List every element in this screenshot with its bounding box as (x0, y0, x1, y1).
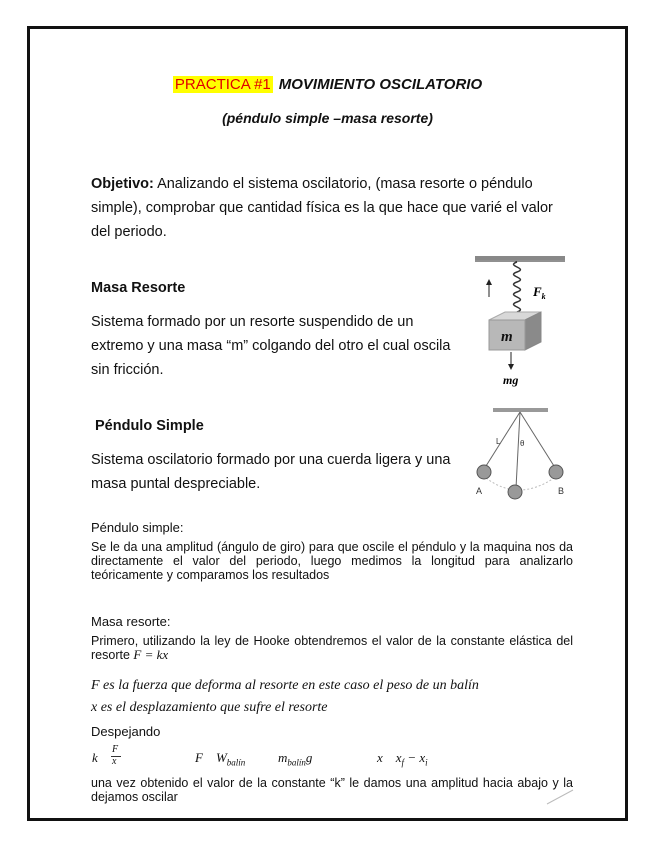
pendulum-figure (468, 402, 573, 502)
title-text: MOVIMIENTO OSCILATORIO (278, 76, 483, 93)
force-definition: F es la fuerza que deforma al resorte en este caso el peso de un balín (91, 678, 479, 693)
page-subtitle: (péndulo simple –masa resorte) (222, 110, 433, 126)
page-title (0, 76, 655, 93)
formula-k-num: F (112, 744, 119, 755)
procedure-masa-line1 (91, 634, 573, 662)
weight-label: mg (503, 373, 519, 387)
displacement-definition: x es el desplazamiento que sufre el resorte (91, 700, 328, 715)
formulas-row (92, 746, 562, 772)
pendulo-simple-description: Sistema oscilatorio formado por una cuerda ligera y una masa puntal despreciable. (91, 452, 451, 492)
formula-k: k (92, 750, 98, 765)
objective-text: Analizando el sistema oscilatorio, (masa resorte o péndulo simple), comprobar que cantidad física es la que hace que varié el valor del periodo. (91, 176, 553, 240)
closing-paragraph: una vez obtenido el valor de la constante “k” le damos una amplitud hacia abajo y la dejamos oscilar (91, 776, 573, 804)
masa-resorte-description: Sistema formado por un resorte suspendido de un extremo y una masa “m” colgando del otro el cual oscila sin fricción. (91, 314, 451, 378)
hooke-formula: F = kx (133, 647, 169, 662)
objective-paragraph (91, 172, 561, 244)
bob-a (477, 465, 491, 479)
pendulum-support (493, 408, 548, 412)
procedure-pendulo-text: Se le da una amplitud (ángulo de giro) para que oscile el péndulo y la maquina nos da directamente el valor del periodo, luego medimos la longitud para analizarlo teóricamente y comparamos los resultados (91, 540, 573, 582)
spring-mass-figure (465, 252, 575, 392)
decorative-line (545, 786, 575, 806)
practice-label: PRACTICA #1 (174, 76, 271, 93)
formula-f: F $W_{balín}$ (195, 750, 246, 768)
masa-resorte-heading: Masa Resorte (91, 280, 186, 296)
spring-icon (514, 262, 521, 312)
formula-mg: $m_{balín}g$ (278, 750, 313, 768)
despejando-label: Despejando (91, 724, 161, 739)
formula-k-den: x (112, 756, 117, 767)
point-b-label: B (558, 486, 565, 496)
objective-label: Objetivo: (91, 176, 154, 192)
ceiling (475, 256, 565, 260)
procedure-pendulo-heading: Péndulo simple: (91, 520, 184, 535)
bob-b (549, 465, 563, 479)
hooke-intro: Primero, utilizando la ley de Hooke obtendremos el valor de la constante elástica del resorte (91, 634, 573, 662)
pendulo-simple-heading: Péndulo Simple (95, 418, 204, 434)
formula-x: x $x_f - x_i$ (377, 750, 428, 768)
mass-label: m (501, 329, 513, 345)
point-a-label: A (476, 486, 483, 496)
force-label: $F_k$ (533, 284, 546, 301)
angle-label: θ (520, 439, 525, 448)
length-label: L (496, 437, 501, 446)
bob-center (508, 485, 522, 499)
procedure-masa-heading: Masa resorte: (91, 614, 171, 629)
